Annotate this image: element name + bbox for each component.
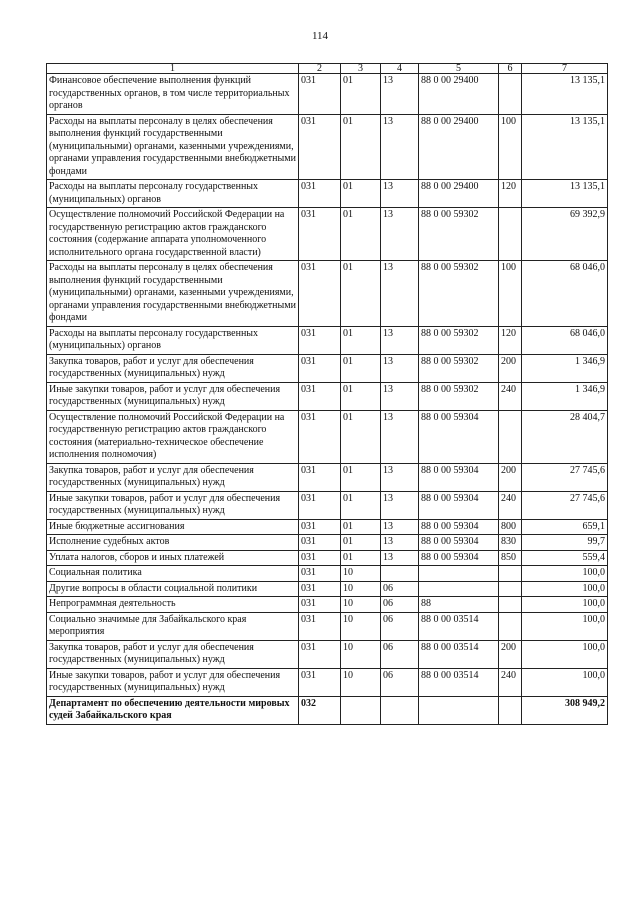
table-row xyxy=(47,581,608,597)
row-sum: 559,4 xyxy=(522,550,608,566)
row-name: Социально значимые для Забайкальского края мероприятия xyxy=(47,612,299,640)
row-code-target: 88 0 00 03514 xyxy=(419,668,499,696)
header-cell: 3 xyxy=(341,64,381,74)
row-code-expense-type xyxy=(499,410,522,463)
table-row xyxy=(47,180,608,208)
row-code-grbs: 031 xyxy=(299,491,341,519)
row-code-expense-type: 100 xyxy=(499,114,522,180)
row-code-expense-type: 830 xyxy=(499,535,522,551)
row-name: Департамент по обеспечению деятельности мировых судей Забайкальского края xyxy=(47,696,299,724)
row-sum: 28 404,7 xyxy=(522,410,608,463)
row-code-grbs: 031 xyxy=(299,612,341,640)
row-code-target: 88 0 00 59304 xyxy=(419,410,499,463)
row-code-subsection: 06 xyxy=(381,640,419,668)
header-cell: 5 xyxy=(419,64,499,74)
row-name: Расходы на выплаты персоналу государственных (муниципальных) органов xyxy=(47,180,299,208)
row-name: Финансовое обеспечение выполнения функций государственных органов, в том числе территориальных органов xyxy=(47,74,299,115)
row-code-subsection: 13 xyxy=(381,180,419,208)
row-code-section: 10 xyxy=(341,566,381,582)
row-code-target: 88 0 00 59304 xyxy=(419,463,499,491)
row-sum: 308 949,2 xyxy=(522,696,608,724)
row-name: Непрограммная деятельность xyxy=(47,597,299,613)
table-row xyxy=(47,535,608,551)
row-code-subsection: 13 xyxy=(381,114,419,180)
table-row xyxy=(47,640,608,668)
row-code-section: 10 xyxy=(341,668,381,696)
row-code-subsection: 13 xyxy=(381,261,419,327)
row-code-section: 01 xyxy=(341,519,381,535)
row-code-expense-type: 800 xyxy=(499,519,522,535)
row-code-section: 01 xyxy=(341,535,381,551)
row-sum: 68 046,0 xyxy=(522,326,608,354)
row-code-expense-type xyxy=(499,208,522,261)
row-name: Расходы на выплаты персоналу в целях обеспечения выполнения функций государственными (муниципальными) органами, казенными учреждениями, органами управления государственными внебюджетными фондами xyxy=(47,261,299,327)
header-row xyxy=(47,64,608,74)
row-code-grbs: 032 xyxy=(299,696,341,724)
row-sum: 99,7 xyxy=(522,535,608,551)
table-row xyxy=(47,566,608,582)
table-row xyxy=(47,208,608,261)
row-code-target: 88 0 00 59302 xyxy=(419,326,499,354)
row-name: Закупка товаров, работ и услуг для обеспечения государственных (муниципальных) нужд xyxy=(47,354,299,382)
row-name: Закупка товаров, работ и услуг для обеспечения государственных (муниципальных) нужд xyxy=(47,640,299,668)
row-code-subsection: 13 xyxy=(381,535,419,551)
row-code-section: 10 xyxy=(341,597,381,613)
row-code-grbs: 031 xyxy=(299,114,341,180)
row-name: Закупка товаров, работ и услуг для обеспечения государственных (муниципальных) нужд xyxy=(47,463,299,491)
table-row xyxy=(47,550,608,566)
row-code-subsection: 06 xyxy=(381,668,419,696)
row-sum: 69 392,9 xyxy=(522,208,608,261)
row-code-target: 88 0 00 29400 xyxy=(419,74,499,115)
row-name: Другие вопросы в области социальной политики xyxy=(47,581,299,597)
budget-table xyxy=(46,63,608,725)
row-code-target: 88 xyxy=(419,597,499,613)
row-sum: 100,0 xyxy=(522,612,608,640)
row-code-subsection: 13 xyxy=(381,463,419,491)
table-row xyxy=(47,463,608,491)
row-code-section: 01 xyxy=(341,180,381,208)
row-code-grbs: 031 xyxy=(299,535,341,551)
row-code-section: 01 xyxy=(341,261,381,327)
row-code-section: 01 xyxy=(341,491,381,519)
table-row xyxy=(47,354,608,382)
row-code-expense-type xyxy=(499,696,522,724)
row-code-grbs: 031 xyxy=(299,410,341,463)
row-name: Расходы на выплаты персоналу государственных (муниципальных) органов xyxy=(47,326,299,354)
row-code-expense-type: 240 xyxy=(499,382,522,410)
row-code-expense-type: 240 xyxy=(499,491,522,519)
row-code-grbs: 031 xyxy=(299,354,341,382)
table-row xyxy=(47,382,608,410)
header-cell: 1 xyxy=(47,64,299,74)
row-sum: 27 745,6 xyxy=(522,491,608,519)
row-name: Иные закупки товаров, работ и услуг для обеспечения государственных (муниципальных) нужд xyxy=(47,668,299,696)
row-code-target: 88 0 00 59304 xyxy=(419,519,499,535)
table-row xyxy=(47,491,608,519)
row-code-subsection: 13 xyxy=(381,410,419,463)
row-code-subsection: 06 xyxy=(381,581,419,597)
row-code-section xyxy=(341,696,381,724)
table-row xyxy=(47,326,608,354)
row-name: Иные закупки товаров, работ и услуг для обеспечения государственных (муниципальных) нужд xyxy=(47,491,299,519)
row-code-expense-type: 120 xyxy=(499,326,522,354)
row-code-subsection: 13 xyxy=(381,382,419,410)
table-row xyxy=(47,597,608,613)
row-code-expense-type xyxy=(499,566,522,582)
row-code-target: 88 0 00 59302 xyxy=(419,261,499,327)
table-row xyxy=(47,74,608,115)
row-code-subsection: 13 xyxy=(381,326,419,354)
row-code-grbs: 031 xyxy=(299,519,341,535)
row-code-grbs: 031 xyxy=(299,463,341,491)
row-code-subsection: 06 xyxy=(381,597,419,613)
table-row xyxy=(47,410,608,463)
table-row xyxy=(47,261,608,327)
row-code-target: 88 0 00 59304 xyxy=(419,491,499,519)
row-code-target: 88 0 00 29400 xyxy=(419,114,499,180)
row-code-expense-type: 850 xyxy=(499,550,522,566)
page-number: 114 xyxy=(311,30,329,42)
row-code-grbs: 031 xyxy=(299,668,341,696)
row-code-section: 01 xyxy=(341,326,381,354)
row-code-expense-type: 200 xyxy=(499,640,522,668)
row-code-target: 88 0 00 59302 xyxy=(419,382,499,410)
row-code-target xyxy=(419,581,499,597)
row-code-grbs: 031 xyxy=(299,261,341,327)
row-code-section: 10 xyxy=(341,581,381,597)
row-name: Осуществление полномочий Российской Федерации на государственную регистрацию актов гражданского состояния (содержание аппарата уполномоченного исполнительного органа государственной власти) xyxy=(47,208,299,261)
row-code-expense-type: 240 xyxy=(499,668,522,696)
row-code-subsection: 13 xyxy=(381,354,419,382)
row-code-section: 01 xyxy=(341,463,381,491)
row-code-target: 88 0 00 29400 xyxy=(419,180,499,208)
row-code-target xyxy=(419,696,499,724)
row-code-grbs: 031 xyxy=(299,597,341,613)
row-code-expense-type: 100 xyxy=(499,261,522,327)
row-code-subsection xyxy=(381,696,419,724)
table-body xyxy=(47,74,608,725)
row-code-target xyxy=(419,566,499,582)
row-sum: 100,0 xyxy=(522,581,608,597)
row-code-expense-type: 200 xyxy=(499,463,522,491)
row-code-section: 01 xyxy=(341,354,381,382)
row-code-grbs: 031 xyxy=(299,640,341,668)
row-code-target: 88 0 00 59304 xyxy=(419,535,499,551)
row-code-section: 10 xyxy=(341,612,381,640)
row-code-target: 88 0 00 03514 xyxy=(419,612,499,640)
row-code-grbs: 031 xyxy=(299,208,341,261)
row-code-expense-type xyxy=(499,74,522,115)
row-code-subsection: 13 xyxy=(381,491,419,519)
row-sum: 100,0 xyxy=(522,566,608,582)
row-code-grbs: 031 xyxy=(299,550,341,566)
header-cell: 6 xyxy=(499,64,522,74)
row-code-subsection: 06 xyxy=(381,612,419,640)
table-row xyxy=(47,519,608,535)
row-sum: 100,0 xyxy=(522,640,608,668)
row-name: Исполнение судебных актов xyxy=(47,535,299,551)
row-code-grbs: 031 xyxy=(299,566,341,582)
table-row xyxy=(47,696,608,724)
row-sum: 13 135,1 xyxy=(522,114,608,180)
row-code-section: 01 xyxy=(341,74,381,115)
row-sum: 1 346,9 xyxy=(522,382,608,410)
row-code-grbs: 031 xyxy=(299,74,341,115)
row-code-expense-type xyxy=(499,581,522,597)
row-name: Расходы на выплаты персоналу в целях обеспечения выполнения функций государственными (муниципальными) органами, казенными учреждениями, органами управления государственными внебюджетными фондами xyxy=(47,114,299,180)
row-code-subsection: 13 xyxy=(381,74,419,115)
row-sum: 1 346,9 xyxy=(522,354,608,382)
row-code-target: 88 0 00 59304 xyxy=(419,550,499,566)
row-code-section: 01 xyxy=(341,382,381,410)
row-code-section: 01 xyxy=(341,410,381,463)
row-sum: 100,0 xyxy=(522,597,608,613)
row-sum: 27 745,6 xyxy=(522,463,608,491)
row-code-expense-type xyxy=(499,597,522,613)
row-name: Социальная политика xyxy=(47,566,299,582)
header-cell: 7 xyxy=(522,64,608,74)
row-code-expense-type: 120 xyxy=(499,180,522,208)
row-code-grbs: 031 xyxy=(299,326,341,354)
row-sum: 68 046,0 xyxy=(522,261,608,327)
row-code-section: 01 xyxy=(341,114,381,180)
table-row xyxy=(47,612,608,640)
row-sum: 100,0 xyxy=(522,668,608,696)
row-code-target: 88 0 00 59302 xyxy=(419,208,499,261)
table-row xyxy=(47,668,608,696)
row-code-subsection: 13 xyxy=(381,550,419,566)
row-name: Уплата налогов, сборов и иных платежей xyxy=(47,550,299,566)
row-sum: 13 135,1 xyxy=(522,180,608,208)
row-name: Иные бюджетные ассигнования xyxy=(47,519,299,535)
table-row xyxy=(47,114,608,180)
row-code-section: 10 xyxy=(341,640,381,668)
row-code-target: 88 0 00 59302 xyxy=(419,354,499,382)
row-code-subsection: 13 xyxy=(381,208,419,261)
row-name: Осуществление полномочий Российской Федерации на государственную регистрацию актов гражданского состояния (материально-техническое обеспечение исполнения полномочия) xyxy=(47,410,299,463)
header-cell: 2 xyxy=(299,64,341,74)
row-code-target: 88 0 00 03514 xyxy=(419,640,499,668)
row-code-grbs: 031 xyxy=(299,180,341,208)
row-code-expense-type: 200 xyxy=(499,354,522,382)
row-code-subsection: 13 xyxy=(381,519,419,535)
row-code-subsection xyxy=(381,566,419,582)
row-sum: 659,1 xyxy=(522,519,608,535)
row-code-grbs: 031 xyxy=(299,382,341,410)
row-code-section: 01 xyxy=(341,208,381,261)
row-code-section: 01 xyxy=(341,550,381,566)
row-code-grbs: 031 xyxy=(299,581,341,597)
row-name: Иные закупки товаров, работ и услуг для обеспечения государственных (муниципальных) нужд xyxy=(47,382,299,410)
row-code-expense-type xyxy=(499,612,522,640)
header-cell: 4 xyxy=(381,64,419,74)
row-sum: 13 135,1 xyxy=(522,74,608,115)
